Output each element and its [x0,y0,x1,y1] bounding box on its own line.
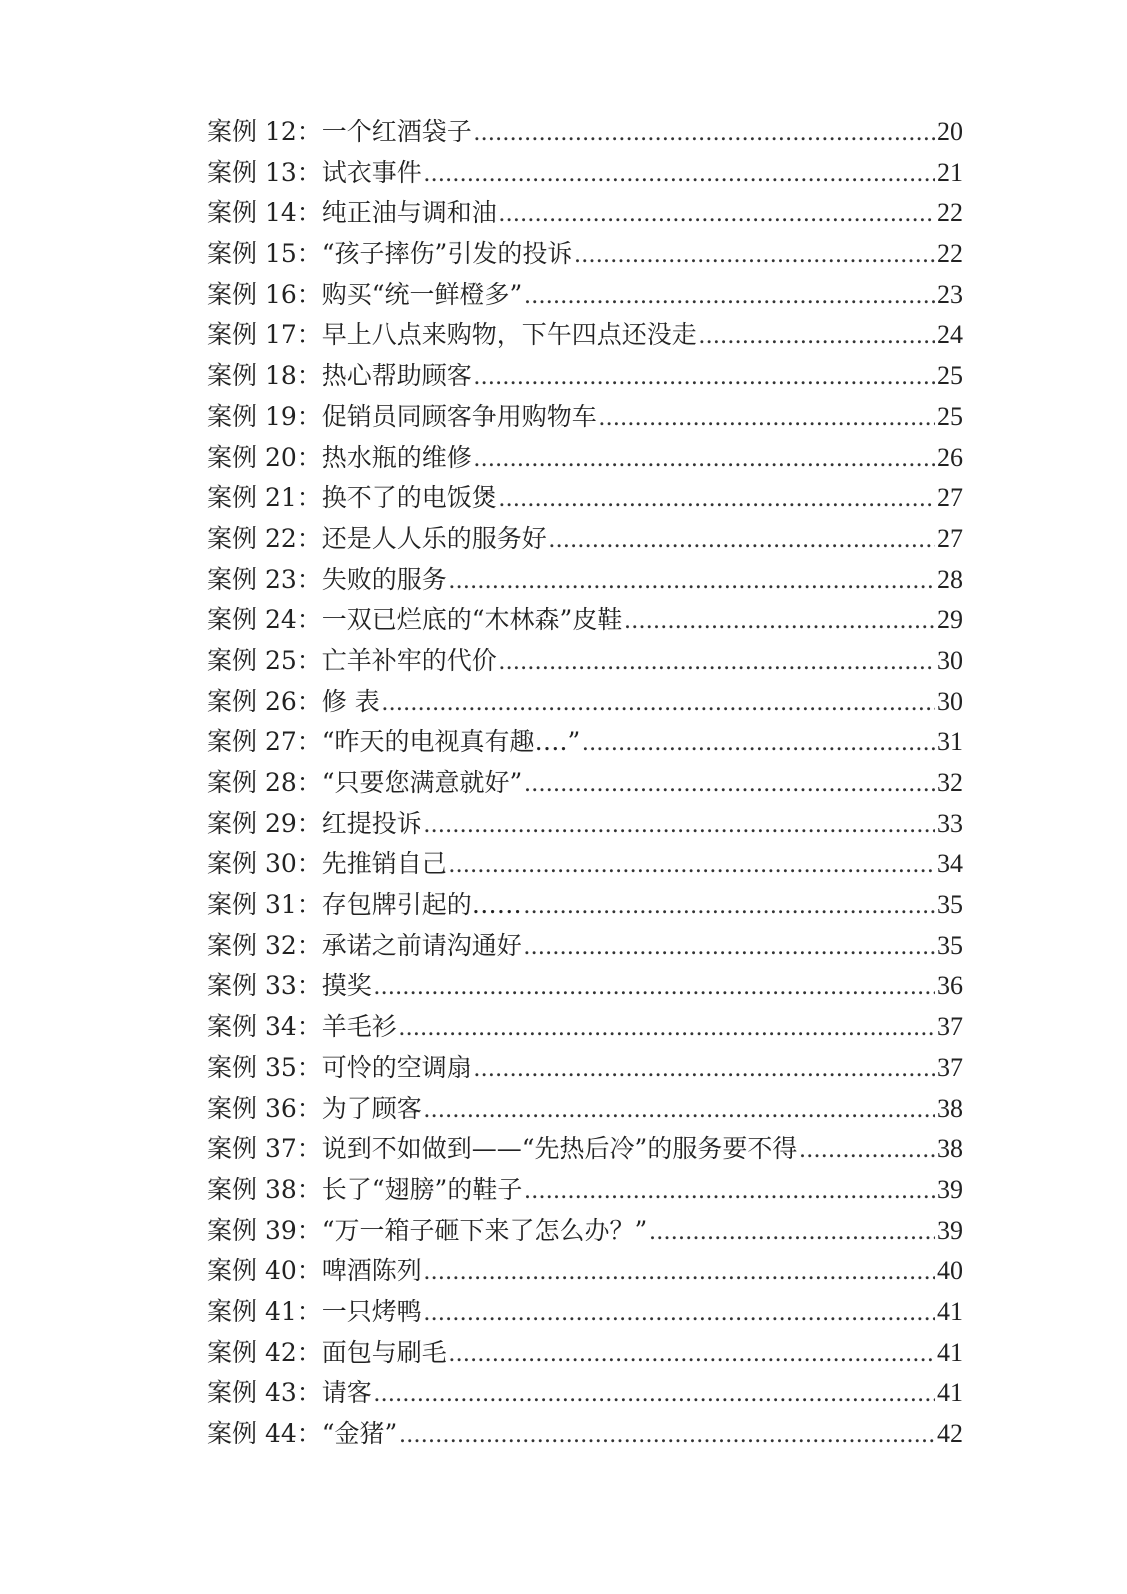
dot-leader [382,683,935,723]
toc-entry-label: 案例 15： [207,239,322,269]
toc-entry-label: 案例 44： [207,1419,322,1448]
toc-entry[interactable] [207,1211,963,1252]
toc-entry-label: 案例 12： [207,117,322,146]
dot-leader [549,520,935,560]
dot-leader [424,1293,935,1333]
toc-entry-page-number: 30 [937,686,963,716]
toc-entry-page-number: 30 [937,645,963,675]
toc-entry-title: 修 表 [321,686,380,716]
dot-leader [474,357,935,397]
toc-entry-title: 一双已烂底的“木林森”皮鞋 [321,605,623,635]
toc-entry-title: 羊毛衫 [321,1012,397,1042]
toc-entry-title: 面包与刷毛 [321,1337,447,1367]
dot-leader [474,113,935,153]
toc-entry[interactable] [207,112,963,153]
toc-entry[interactable] [207,1251,963,1292]
toc-entry-page-number: 25 [937,401,963,431]
toc-entry-title: 换不了的电饭煲 [321,483,497,513]
toc-entry-label: 案例 30： [207,849,322,879]
toc-entry-title: 早上八点来购物，下午四点还没走 [321,320,697,350]
toc-entry-label: 案例 40： [207,1256,322,1286]
toc-entry-label: 案例 23： [207,564,322,594]
toc-entry[interactable] [207,1333,963,1374]
toc-entry-title: 承诺之前请沟通好 [321,930,522,960]
toc-entry[interactable] [207,1007,963,1048]
toc-entry[interactable] [207,193,963,234]
toc-entry-label: 案例 36： [207,1093,322,1123]
toc-entry-title: 啤酒陈列 [321,1256,422,1286]
toc-entry-title: “金猪” [321,1419,398,1448]
dot-leader [799,1130,935,1170]
toc-entry[interactable] [207,682,963,723]
toc-entry-label: 案例 17： [207,320,322,350]
toc-entry-page-number: 41 [937,1337,963,1367]
toc-entry-page-number: 26 [937,442,963,472]
dot-leader [449,845,935,885]
toc-entry-label: 案例 39： [207,1215,322,1245]
toc-entry[interactable] [207,885,963,926]
dot-leader [424,1090,935,1130]
toc-entry-title: 热心帮助顾客 [321,361,472,391]
toc-entry-page-number: 33 [937,808,963,838]
toc-entry-title: 购买“统一鲜橙多” [321,279,523,309]
toc-entry-page-number: 31 [937,727,963,757]
dot-leader [449,1334,935,1374]
dot-leader [524,276,935,316]
toc-entry-label: 案例 13： [207,157,322,187]
toc-entry-page-number: 23 [937,279,963,309]
dot-leader [499,479,935,519]
dot-leader [374,967,935,1007]
dot-leader [499,642,935,682]
dot-leader [474,439,935,479]
dot-leader [424,154,935,194]
toc-entry-label: 案例 16： [207,279,322,309]
toc-entry[interactable] [207,438,963,479]
toc-entry[interactable] [207,153,963,194]
dot-leader [649,1212,935,1252]
dot-leader [524,1171,935,1211]
toc-entry[interactable] [207,600,963,641]
toc-entry-page-number: 24 [937,320,963,350]
toc-entry-title: 请客 [321,1378,372,1408]
toc-entry-label: 案例 26： [207,686,322,716]
dot-leader [374,1374,935,1414]
dot-leader [624,601,935,641]
toc-entry-title: 热水瓶的维修 [321,442,472,472]
toc-entry-page-number: 35 [937,890,963,920]
toc-entry-page-number: 29 [937,605,963,635]
toc-entry-page-number: 28 [937,564,963,594]
toc-entry[interactable] [207,1170,963,1211]
toc-entry-title: 失败的服务 [321,564,447,594]
dot-leader [574,235,935,275]
toc-entry-label: 案例 18： [207,361,322,391]
toc-entry-page-number: 40 [937,1256,963,1286]
toc-entry-title: 一只烤鸭 [321,1296,422,1326]
toc-entry[interactable] [207,1048,963,1089]
toc-entry-page-number: 21 [937,157,963,187]
toc-entry-label: 案例 41： [207,1296,322,1326]
toc-entry-label: 案例 27： [207,727,322,757]
toc-entry-label: 案例 19： [207,401,322,431]
dot-leader [599,398,935,438]
toc-entry-page-number: 25 [937,361,963,391]
toc-entry-label: 案例 34： [207,1012,322,1042]
toc-entry-label: 案例 25： [207,645,322,675]
toc-entry-label: 案例 21： [207,483,322,513]
toc-entry-title: “只要您满意就好” [321,768,523,797]
toc-entry-title: 可怜的空调扇 [321,1052,472,1082]
toc-entry-label: 案例 14： [207,198,322,228]
toc-entry-title: 红提投诉 [321,808,422,838]
dot-leader [399,1008,935,1048]
toc-entry[interactable] [207,844,963,885]
toc-entry-title: 试衣事件 [321,157,422,187]
toc-entry-title: 存包牌引起的…… [321,890,522,920]
toc-entry-page-number: 41 [937,1378,963,1408]
toc-entry-label: 案例 24： [207,605,322,635]
toc-entry-page-number: 22 [937,239,963,269]
toc-entry-page-number: 35 [937,930,963,960]
toc-entry[interactable] [207,1292,963,1333]
dot-leader [524,886,935,926]
toc-entry-page-number: 42 [937,1419,963,1448]
toc-entry-page-number: 38 [937,1093,963,1123]
toc-entry-title: 说到不如做到——“先热后冷”的服务要不得 [321,1134,798,1164]
toc-entry-title: 摸奖 [321,971,372,1001]
toc-entry[interactable] [207,478,963,519]
toc-entry-page-number: 39 [937,1174,963,1204]
toc-entry[interactable] [207,641,963,682]
toc-entry[interactable] [207,275,963,316]
dot-leader [424,1252,935,1292]
toc-entry-page-number: 37 [937,1012,963,1042]
toc-entry-title: 促销员同顾客争用购物车 [321,401,597,431]
toc-entry-title: “昨天的电视真有趣….” [321,727,581,757]
toc-entry-page-number: 32 [937,768,963,797]
dot-leader [499,194,935,234]
dot-leader [399,1415,935,1455]
toc-entry-page-number: 41 [937,1296,963,1326]
toc-entry-title: 长了“翅膀”的鞋子 [321,1174,523,1204]
toc-entry-label: 案例 43： [207,1378,322,1408]
toc-entry-page-number: 39 [937,1215,963,1245]
toc-entry-label: 案例 28： [207,768,322,797]
dot-leader [449,561,935,601]
toc-entry-title: 还是人人乐的服务好 [321,523,547,553]
toc-entry-title: “孩子摔伤”引发的投诉 [321,239,573,269]
toc-entry-page-number: 22 [937,198,963,228]
toc-entry-title: “万一箱子砸下来了怎么办？” [321,1215,648,1245]
toc-entry[interactable] [207,315,963,356]
toc-entry-label: 案例 22： [207,523,322,553]
toc-entry-label: 案例 35： [207,1052,322,1082]
dot-leader [524,927,935,967]
toc-entry[interactable] [207,560,963,601]
toc-entry-label: 案例 37： [207,1134,322,1164]
toc-entry-label: 案例 31： [207,890,322,920]
toc-entry[interactable] [207,926,963,967]
toc-entry[interactable] [207,234,963,275]
toc-entry[interactable] [207,1373,963,1414]
toc-entry-page-number: 34 [937,849,963,879]
toc-entry-page-number: 38 [937,1134,963,1164]
toc-entry-title: 为了顾客 [321,1093,422,1123]
dot-leader [699,316,935,356]
toc-entry[interactable] [207,356,963,397]
toc-entry-label: 案例 42： [207,1337,322,1367]
toc-entry-label: 案例 33： [207,971,322,1001]
toc-entry[interactable] [207,519,963,560]
toc-entry[interactable] [207,1089,963,1130]
dot-leader [524,764,935,804]
toc-entry-label: 案例 29： [207,808,322,838]
toc-entry-page-number: 36 [937,971,963,1001]
dot-leader [582,723,935,763]
table-of-contents [207,112,963,1455]
toc-entry[interactable] [207,966,963,1007]
toc-entry[interactable] [207,1414,963,1455]
toc-entry-title: 先推销自己 [321,849,447,879]
toc-entry[interactable] [207,397,963,438]
toc-entry-label: 案例 20： [207,442,322,472]
toc-entry-page-number: 27 [937,523,963,553]
toc-entry-page-number: 27 [937,483,963,513]
toc-entry[interactable] [207,763,963,804]
toc-entry[interactable] [207,1129,963,1170]
toc-entry-label: 案例 32： [207,930,322,960]
dot-leader [424,805,935,845]
toc-entry-title: 亡羊补牢的代价 [321,645,497,675]
toc-entry[interactable] [207,804,963,845]
toc-entry-page-number: 37 [937,1052,963,1082]
toc-entry-title: 纯正油与调和油 [321,198,497,228]
toc-entry-title: 一个红酒袋子 [321,117,472,146]
toc-entry-page-number: 20 [937,117,963,146]
toc-entry-label: 案例 38： [207,1174,322,1204]
toc-entry[interactable] [207,722,963,763]
dot-leader [474,1049,935,1089]
